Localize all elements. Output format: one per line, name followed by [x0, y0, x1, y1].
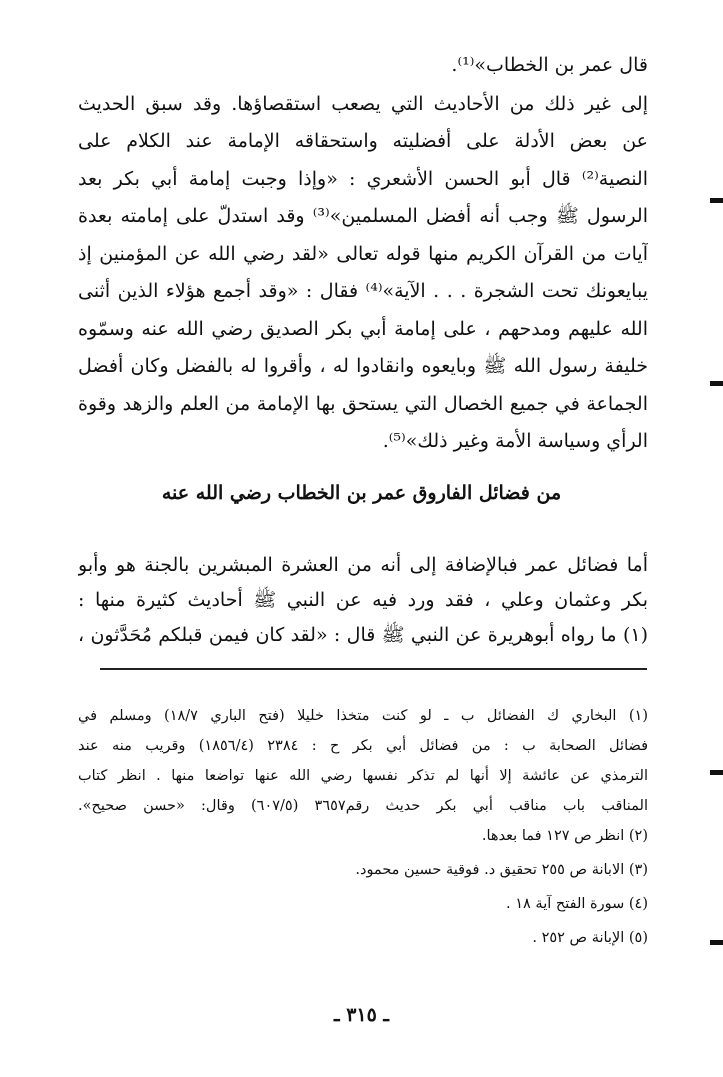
body-line-6: آيات من القرآن الكريم منها قوله تعالى «لقد رضي الله عن المؤمنين إذ — [78, 243, 648, 265]
edge-mark — [710, 770, 723, 775]
footnote-1-line-3: الترمذي عن عائشة إلا أنها لم تذكر نفسها رضي الله عنها تواضعا منها . انظر كتاب — [78, 768, 648, 784]
body-line-1: قال عمر بن الخطاب»⁽¹⁾. — [451, 54, 648, 76]
edge-mark — [710, 381, 723, 386]
section-line-2: بكر وعثمان وعلي ، فقد ورد فيه عن النبي ﷺ أحاديث كثيرة منها : — [78, 589, 648, 611]
body-line-11: الرأي وسياسة الأمة وغير ذلك»⁽⁵⁾. — [382, 430, 648, 452]
section-line-3: (١) ما رواه أبوهريرة عن النبي ﷺ قال : «لقد كان فيمن قبلكم مُحَدَّثون ، — [78, 624, 648, 646]
footnote-2: (٢) انظر ص ١٢٧ فما بعدها. — [481, 828, 648, 844]
body-line-2: إلى غير ذلك من الأحاديث التي يصعب استقصاؤها. وقد سبق الحديث — [78, 93, 648, 115]
body-line-4: النصية⁽²⁾ قال أبو الحسن الأشعري : «وإذا وجبت إمامة أبي بكر بعد — [78, 168, 648, 190]
footnote-5: (٥) الإبانة ص ٢٥٢ . — [532, 930, 648, 946]
footnote-separator — [100, 668, 647, 670]
edge-mark — [710, 198, 723, 203]
body-line-7: يبايعونك تحت الشجرة . . . الآية»⁽⁴⁾ فقال : «وقد أجمع هؤلاء الذين أثنى — [78, 280, 648, 302]
footnote-4: (٤) سورة الفتح آية ١٨ . — [506, 896, 648, 912]
edge-mark — [710, 940, 723, 945]
footnote-3: (٣) الابانة ص ٢٥٥ تحقيق د. فوقية حسين محمود. — [355, 862, 648, 878]
body-line-8: الله عليهم ومدحهم ، على إمامة أبي بكر الصديق رضي الله عنه وسمّوه — [78, 318, 648, 340]
section-line-1: أما فضائل عمر فبالإضافة إلى أنه من العشرة المبشرين بالجنة هو وأبو — [78, 554, 648, 576]
footnote-1-line-4: المناقب باب مناقب أبي بكر حديث رقم٣٦٥٧ (٦٠٧/٥) وقال: «حسن صحيح». — [78, 798, 648, 814]
footnote-1-line-2: فضائل الصحابة ب : من فضائل أبي بكر ح : ٢٣٨٤ (١٨٥٦/٤) وقريب منه عند — [78, 738, 648, 754]
footnote-1-line-1: (١) البخاري ك الفضائل ب ـ لو كنت متخذا خليلا (فتح الباري ١٨/٧) ومسلم في — [78, 708, 648, 724]
body-line-5: الرسول ﷺ وجب أنه أفضل المسلمين»⁽³⁾ وقد استدلّ على إمامته بعدة — [78, 205, 648, 227]
body-line-10: الجماعة في جميع الخصال التي يستحق بها الإمامة من العلم والزهد وقوة — [78, 393, 648, 415]
body-line-9: خليفة رسول الله ﷺ وبايعوه وانقادوا له ، وأقروا له بالفضل وكان أفضل — [78, 355, 648, 377]
section-heading: من فضائل الفاروق عمر بن الخطاب رضي الله عنه — [161, 482, 562, 504]
page-number: ـ ٣١٥ ـ — [334, 1004, 389, 1026]
body-line-3: عن بعض الأدلة على أفضليته واستحقاقه الإمامة عند الكلام على — [78, 130, 648, 152]
